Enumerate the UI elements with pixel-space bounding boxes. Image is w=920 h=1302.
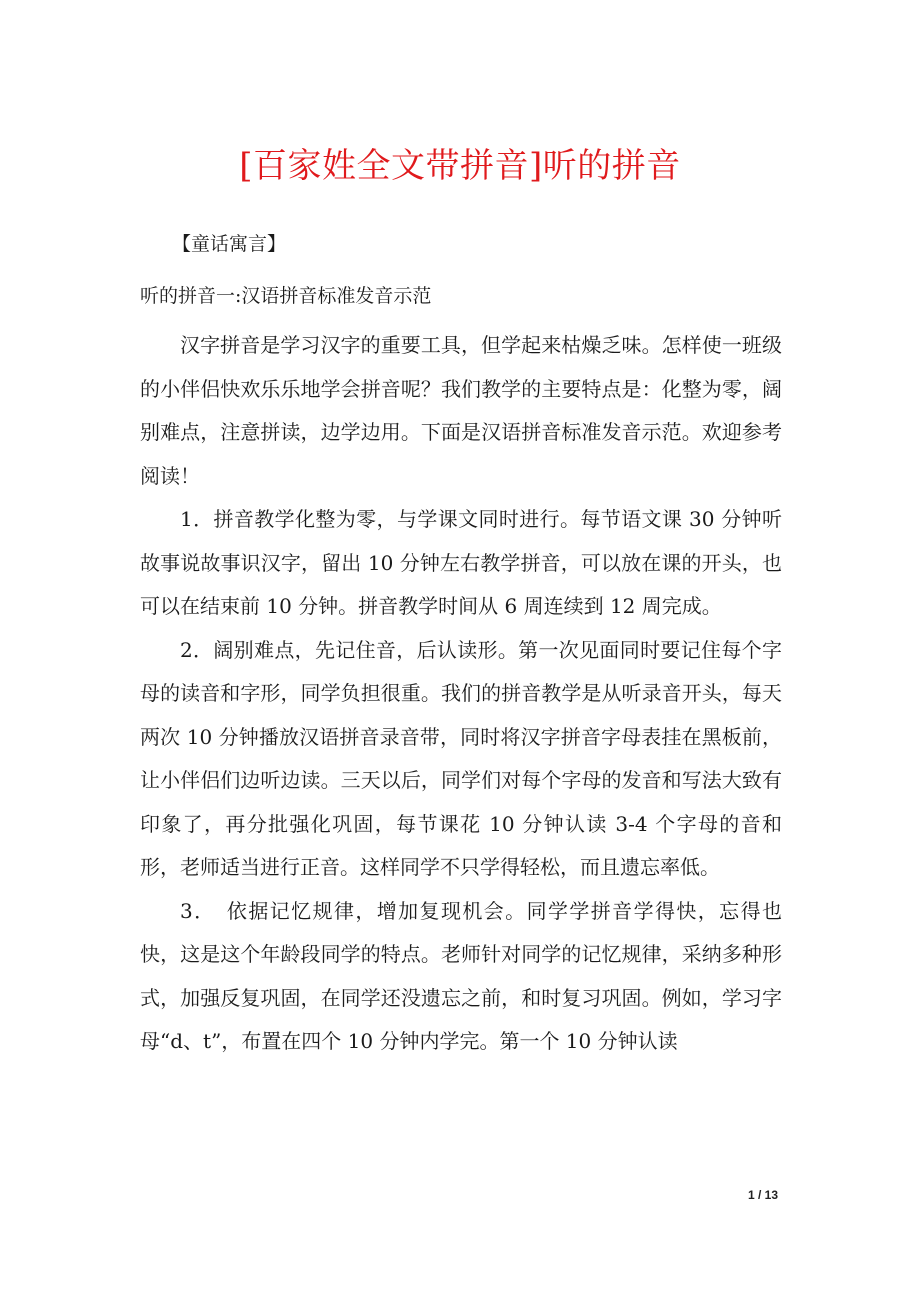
paragraph-point-3: 3． 依据记忆规律，增加复现机会。同学学拼音学得快，忘得也快，这是这个年龄段同学的特点。老师针对同学的记忆规律，采纳多种形式，加强反复巩固，在同学还没遗忘之前，和时复习巩固。例如，学习字母“d、t”，布置在四个 10 分钟内学完。第一个 10 分钟认读 — [140, 898, 782, 1053]
paragraph-point-1: 1．拼音教学化整为零，与学课文同时进行。每节语文课 30 分钟听故事说故事识汉字，留出 10 分钟左右教学拼音，可以放在课的开头，也可以在结束前 10 分钟。拼音教学时间从 6 周连续到 12 周完成。 — [140, 507, 782, 618]
paragraph-intro: 汉字拼音是学习汉字的重要工具，但学起来枯燥乏味。怎样使一班级的小伴侣快欢乐乐地学会拼音呢？我们教学的主要特点是：化整为零，阔别难点，注意拼读，边学边用。下面是汉语拼音标准发音示范。欢迎参考阅读！ — [140, 333, 782, 488]
category-tag: 【童话寓言】 — [172, 233, 287, 255]
document-title: [百家姓全文带拼音]听的拼音 — [239, 146, 681, 186]
document-body — [140, 324, 782, 1184]
paragraph-point-2: 2．阔别难点，先记住音，后认读形。第一次见面同时要记住每个字母的读音和字形，同学负担很重。我们的拼音教学是从听录音开头，每天两次 10 分钟播放汉语拼音录音带，同时将汉字拼音字母表挂在黑板前，让小伴侣们边听边读。三天以后，同学们对每个字母的发音和写法大致有印象了，再分批强化巩固，每节课花 10 分钟认读 3-4 个字母的音和形，老师适当进行正音。这样同学不只学得轻松，而且遗忘率低。 — [140, 637, 782, 879]
page-number: 1 / 13 — [747, 1188, 778, 1202]
section-subheading: 听的拼音一:汉语拼音标准发音示范 — [140, 285, 432, 307]
